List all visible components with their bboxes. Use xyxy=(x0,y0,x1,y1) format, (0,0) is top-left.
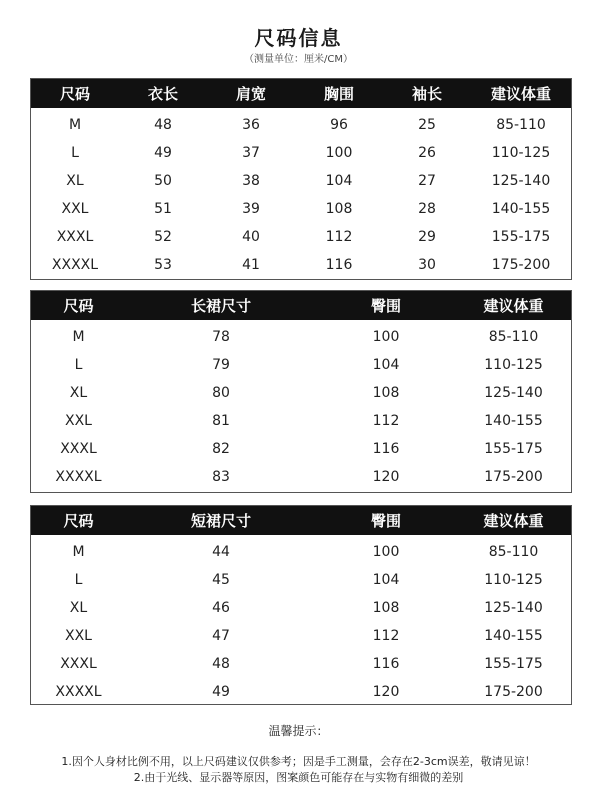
table-row xyxy=(31,407,571,435)
header-hip: 臀围 xyxy=(370,512,401,530)
table-row xyxy=(31,594,571,622)
table-row xyxy=(31,323,571,351)
table-cell: XXXL xyxy=(56,229,94,245)
page-title: 尺码信息 xyxy=(254,26,343,50)
table-cell: 37 xyxy=(242,145,260,161)
table-cell: XXXL xyxy=(60,441,97,457)
table-row xyxy=(31,650,571,678)
table-cell: XXXXL xyxy=(55,469,102,485)
table-cell: L xyxy=(71,145,79,161)
table-cell: 110-125 xyxy=(484,357,543,373)
table-cell: 112 xyxy=(372,413,400,429)
table-cell: XXXL xyxy=(60,656,97,672)
header-sleeve: 袖长 xyxy=(411,85,442,103)
table-cell: XXL xyxy=(65,628,92,644)
table-cell: L xyxy=(74,357,83,373)
table-cell: 53 xyxy=(154,257,172,273)
table-header xyxy=(31,79,571,108)
table-cell: M xyxy=(68,117,82,133)
table-cell: 155-175 xyxy=(484,441,543,457)
table-cell: 100 xyxy=(372,329,400,345)
table-cell: 51 xyxy=(154,201,172,217)
header-weight: 建议体重 xyxy=(483,297,544,315)
header-weight: 建议体重 xyxy=(490,85,551,103)
table-cell: 45 xyxy=(212,572,230,588)
table-cell: 79 xyxy=(212,357,230,373)
table-cell: 100 xyxy=(325,145,353,161)
table-cell: 112 xyxy=(325,229,353,245)
table-cell: 38 xyxy=(242,173,260,189)
table-cell: 140-155 xyxy=(491,201,551,217)
header-long-skirt: 长裙尺寸 xyxy=(190,297,251,315)
table-cell: 29 xyxy=(418,229,436,245)
header-short-skirt: 短裙尺寸 xyxy=(190,512,251,530)
table-row xyxy=(31,251,571,279)
table-cell: 110-125 xyxy=(484,572,543,588)
table-cell: 155-175 xyxy=(491,229,551,245)
table-cell: 175-200 xyxy=(484,469,543,485)
table-cell: 48 xyxy=(154,117,172,133)
table-cell: 80 xyxy=(212,385,230,401)
table-cell: 140-155 xyxy=(484,413,543,429)
table-header xyxy=(31,291,571,320)
table-cell: 50 xyxy=(154,173,172,189)
table-cell: 155-175 xyxy=(484,656,543,672)
table-cell: 46 xyxy=(212,600,230,616)
table-cell: 104 xyxy=(372,357,400,373)
tip-line-2: 2.由于光线、显示器等原因，图案颜色可能存在与实物有细微的差别 xyxy=(133,771,464,784)
table-row xyxy=(31,195,571,223)
header-weight: 建议体重 xyxy=(483,512,544,530)
table-row xyxy=(31,167,571,195)
table-cell: 26 xyxy=(418,145,436,161)
table-cell: 120 xyxy=(372,684,400,700)
table-cell: 96 xyxy=(330,117,348,133)
table-cell: 27 xyxy=(418,173,436,189)
table-cell: 78 xyxy=(212,329,230,345)
table-cell: 83 xyxy=(212,469,230,485)
table-cell: 175-200 xyxy=(484,684,543,700)
top-size-table xyxy=(30,78,572,280)
table-cell: 104 xyxy=(372,572,400,588)
table-cell: 125-140 xyxy=(491,173,551,189)
table-cell: XL xyxy=(69,600,88,616)
header-length: 衣长 xyxy=(147,85,178,103)
table-header xyxy=(31,506,571,535)
table-cell: 49 xyxy=(212,684,230,700)
table-row xyxy=(31,463,571,491)
table-cell: M xyxy=(72,329,85,345)
header-shoulder: 肩宽 xyxy=(235,85,266,103)
table-row xyxy=(31,538,571,566)
table-cell: 36 xyxy=(242,117,260,133)
table-row xyxy=(31,111,571,139)
table-cell: 140-155 xyxy=(484,628,543,644)
long-skirt-size-table xyxy=(30,290,572,493)
table-cell: 85-110 xyxy=(488,329,539,345)
table-cell: 82 xyxy=(212,441,230,457)
table-cell: XL xyxy=(69,385,88,401)
table-cell: 108 xyxy=(325,201,353,217)
table-cell: XXL xyxy=(61,201,89,217)
table-cell: 120 xyxy=(372,469,400,485)
table-cell: 116 xyxy=(325,257,353,273)
table-cell: 52 xyxy=(154,229,172,245)
table-cell: 44 xyxy=(212,544,230,560)
tip-line-1: 1.因个人身材比例不用，以上尺码建议仅供参考；因是手工测量，会存在2-3cm误差，敬请见谅！ xyxy=(61,755,536,768)
table-cell: 100 xyxy=(372,544,400,560)
table-cell: M xyxy=(72,544,85,560)
header-size: 尺码 xyxy=(63,297,94,315)
measurement-unit-note: （测量单位：厘米/CM） xyxy=(244,54,353,65)
table-row xyxy=(31,223,571,251)
tips-title: 温馨提示： xyxy=(268,724,329,738)
table-cell: 125-140 xyxy=(484,385,543,401)
table-cell: 41 xyxy=(242,257,260,273)
header-size: 尺码 xyxy=(63,512,94,530)
table-cell: 175-200 xyxy=(491,257,551,273)
table-cell: XXXXL xyxy=(55,684,102,700)
table-cell: 116 xyxy=(372,441,400,457)
header-chest: 胸围 xyxy=(323,85,354,103)
table-cell: 116 xyxy=(372,656,400,672)
short-skirt-size-table xyxy=(30,505,572,705)
table-row xyxy=(31,351,571,379)
table-cell: XXXXL xyxy=(51,257,99,273)
table-row xyxy=(31,435,571,463)
table-cell: 85-110 xyxy=(488,544,539,560)
table-cell: 108 xyxy=(372,385,400,401)
header-hip: 臀围 xyxy=(370,297,401,315)
table-cell: 125-140 xyxy=(484,600,543,616)
header-size: 尺码 xyxy=(59,85,90,103)
table-cell: 48 xyxy=(212,656,230,672)
table-row xyxy=(31,622,571,650)
table-cell: 108 xyxy=(372,600,400,616)
table-cell: 110-125 xyxy=(491,145,551,161)
table-cell: L xyxy=(74,572,83,588)
table-cell: 104 xyxy=(325,173,353,189)
table-row xyxy=(31,566,571,594)
table-row xyxy=(31,139,571,167)
table-row xyxy=(31,379,571,407)
table-cell: 47 xyxy=(212,628,230,644)
table-cell: XL xyxy=(66,173,84,189)
table-row xyxy=(31,678,571,706)
table-cell: 81 xyxy=(212,413,230,429)
table-cell: 39 xyxy=(242,201,260,217)
table-cell: 112 xyxy=(372,628,400,644)
table-cell: XXL xyxy=(65,413,92,429)
table-cell: 28 xyxy=(418,201,436,217)
table-cell: 85-110 xyxy=(496,117,546,133)
table-cell: 40 xyxy=(242,229,260,245)
table-cell: 30 xyxy=(418,257,436,273)
table-cell: 25 xyxy=(418,117,436,133)
table-cell: 49 xyxy=(154,145,172,161)
